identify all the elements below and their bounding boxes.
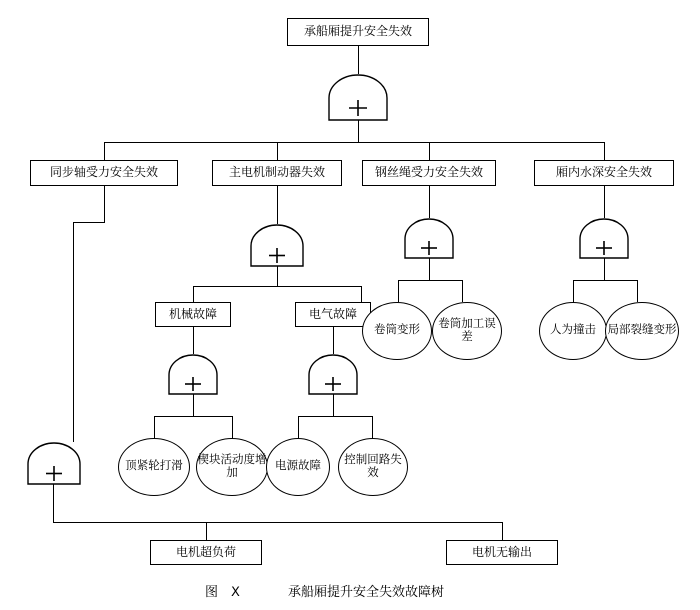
bottom-box-motor-overload: 电机超负荷 bbox=[150, 540, 262, 565]
level2-box-mechanical-fault: 机械故障 bbox=[155, 302, 231, 327]
connector bbox=[372, 416, 373, 438]
figure-caption-label: 图 Ⅹ bbox=[205, 584, 240, 599]
and-gate-rope bbox=[403, 218, 455, 260]
connector bbox=[298, 416, 372, 417]
connector bbox=[462, 280, 463, 302]
connector bbox=[193, 394, 194, 416]
connector bbox=[358, 120, 359, 142]
connector bbox=[53, 484, 54, 522]
level1-box-sync-shaft: 同步轴受力安全失效 bbox=[30, 160, 178, 186]
connector bbox=[104, 186, 105, 222]
connector bbox=[604, 142, 605, 160]
basic-event-wedge-play: 楔块活动度增加 bbox=[196, 438, 268, 496]
connector-bus bbox=[104, 142, 604, 143]
connector bbox=[361, 286, 362, 302]
connector bbox=[154, 416, 232, 417]
connector bbox=[277, 266, 278, 286]
level1-box-brake: 主电机制动器失效 bbox=[212, 160, 342, 186]
top-event-box: 承船厢提升安全失效 bbox=[287, 18, 429, 46]
bottom-box-motor-no-output: 电机无输出 bbox=[446, 540, 558, 565]
basic-event-drum-machining-error: 卷筒加工误差 bbox=[432, 302, 502, 360]
connector bbox=[298, 416, 299, 438]
and-gate-electrical bbox=[307, 354, 359, 396]
connector bbox=[333, 394, 334, 416]
connector bbox=[429, 142, 430, 160]
connector bbox=[193, 286, 194, 302]
and-gate-water bbox=[578, 218, 630, 260]
connector bbox=[604, 258, 605, 280]
connector bbox=[206, 522, 207, 540]
basic-event-slip-wheel: 顶紧轮打滑 bbox=[118, 438, 190, 496]
connector bbox=[573, 280, 637, 281]
figure-caption-title: 承船厢提升安全失效故障树 bbox=[288, 584, 445, 599]
connector bbox=[154, 416, 155, 438]
connector bbox=[358, 46, 359, 74]
level1-box-rope: 钢丝绳受力安全失效 bbox=[362, 160, 496, 186]
connector bbox=[398, 280, 399, 302]
connector bbox=[277, 142, 278, 160]
connector bbox=[637, 280, 638, 302]
level2-box-electrical-fault: 电气故障 bbox=[295, 302, 371, 327]
connector bbox=[232, 416, 233, 438]
connector bbox=[193, 286, 361, 287]
and-gate-brake bbox=[249, 224, 305, 268]
and-gate-top bbox=[327, 74, 389, 122]
connector bbox=[73, 222, 105, 223]
connector bbox=[333, 327, 334, 354]
connector bbox=[604, 186, 605, 218]
and-gate-mechanical bbox=[167, 354, 219, 396]
and-gate-motor bbox=[26, 442, 82, 486]
basic-event-power-fault: 电源故障 bbox=[266, 438, 330, 496]
basic-event-local-crack-deformation: 局部裂缝变形 bbox=[605, 302, 679, 360]
connector bbox=[429, 186, 430, 218]
connector bbox=[193, 327, 194, 354]
connector bbox=[502, 522, 503, 540]
connector bbox=[104, 142, 105, 160]
basic-event-control-loop: 控制回路失效 bbox=[338, 438, 408, 496]
connector-bus bbox=[53, 522, 502, 523]
connector bbox=[73, 222, 74, 442]
basic-event-drum-deformation: 卷筒变形 bbox=[362, 302, 432, 360]
connector bbox=[573, 280, 574, 302]
level1-box-water-depth: 厢内水深安全失效 bbox=[534, 160, 674, 186]
connector bbox=[398, 280, 462, 281]
connector bbox=[429, 258, 430, 280]
basic-event-human-impact: 人为撞击 bbox=[539, 302, 607, 360]
connector bbox=[277, 186, 278, 224]
